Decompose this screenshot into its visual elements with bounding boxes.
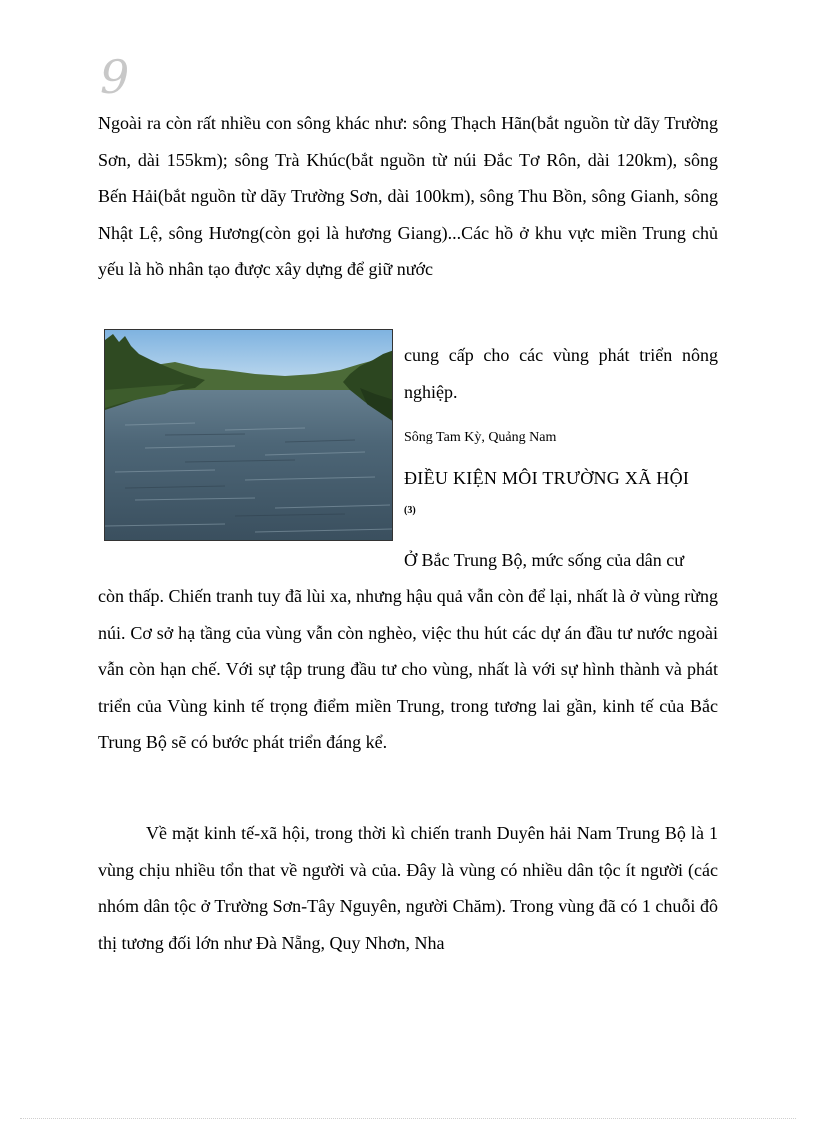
section-heading-reference: (3) <box>404 505 416 516</box>
intro-continuation: cung cấp cho các vùng phát triển nông nghiệp. <box>404 345 718 402</box>
social-paragraph-body: còn thấp. Chiến tranh tuy đã lùi xa, nhưng hậu quả vẫn còn để lại, nhất là ở vùng rừng núi. Cơ sở hạ tầng của vùng vẫn còn nghèo, việc thu hút các dự án đầu tư nước ngoài vẫn còn hạn chế. Với sự tập trung đầu tư cho vùng, nhất là với sự hình thành và phát triển của Vùng kinh tế trọng điểm miền Trung, trong tương lai gần, kinh tế của Bắc Trung Bộ sẽ có bước phát triển đáng kể. <box>98 586 718 752</box>
intro-paragraph: Ngoài ra còn rất nhiều con sông khác như: sông Thạch Hãn(bắt nguồn từ dãy Trường Sơn, dài 155km); sông Trà Khúc(bắt nguồn từ núi Đắc Tơ Rôn, dài 120km), sông Bến Hải(bắt nguồn từ dãy Trường Sơn, dài 100km), sông Thu Bồn, sông Gianh, sông Nhật Lệ, sông Hương(còn gọi là hương Giang)...Các hồ ở khu vực miền Trung chủ yếu là hồ nhân tạo được xây dựng để giữ nước <box>98 113 718 279</box>
social-paragraph-2: Về mặt kinh tế-xã hội, trong thời kì chiến tranh Duyên hải Nam Trung Bộ là 1 vùng chịu nhiều tổn that về người và của. Đây là vùng có nhiều dân tộc ít người (các nhóm dân tộc ở Trường Sơn-Tây Nguyên, người Chăm). Trong vùng đã có 1 chuỗi đô thị tương đối lớn như Đà Nẵng, Quy Nhơn, Nha <box>98 823 718 953</box>
social-paragraph-first-line: Ở Bắc Trung Bộ, mức sống của dân cư <box>404 550 684 570</box>
page-number: 9 <box>100 50 130 104</box>
footer-divider <box>20 1118 796 1119</box>
river-photo <box>104 329 393 541</box>
section-heading: ĐIỀU KIỆN MÔI TRƯỜNG XÃ HỘI <box>404 468 690 488</box>
photo-caption: Sông Tam Kỳ, Quảng Nam <box>404 430 557 445</box>
